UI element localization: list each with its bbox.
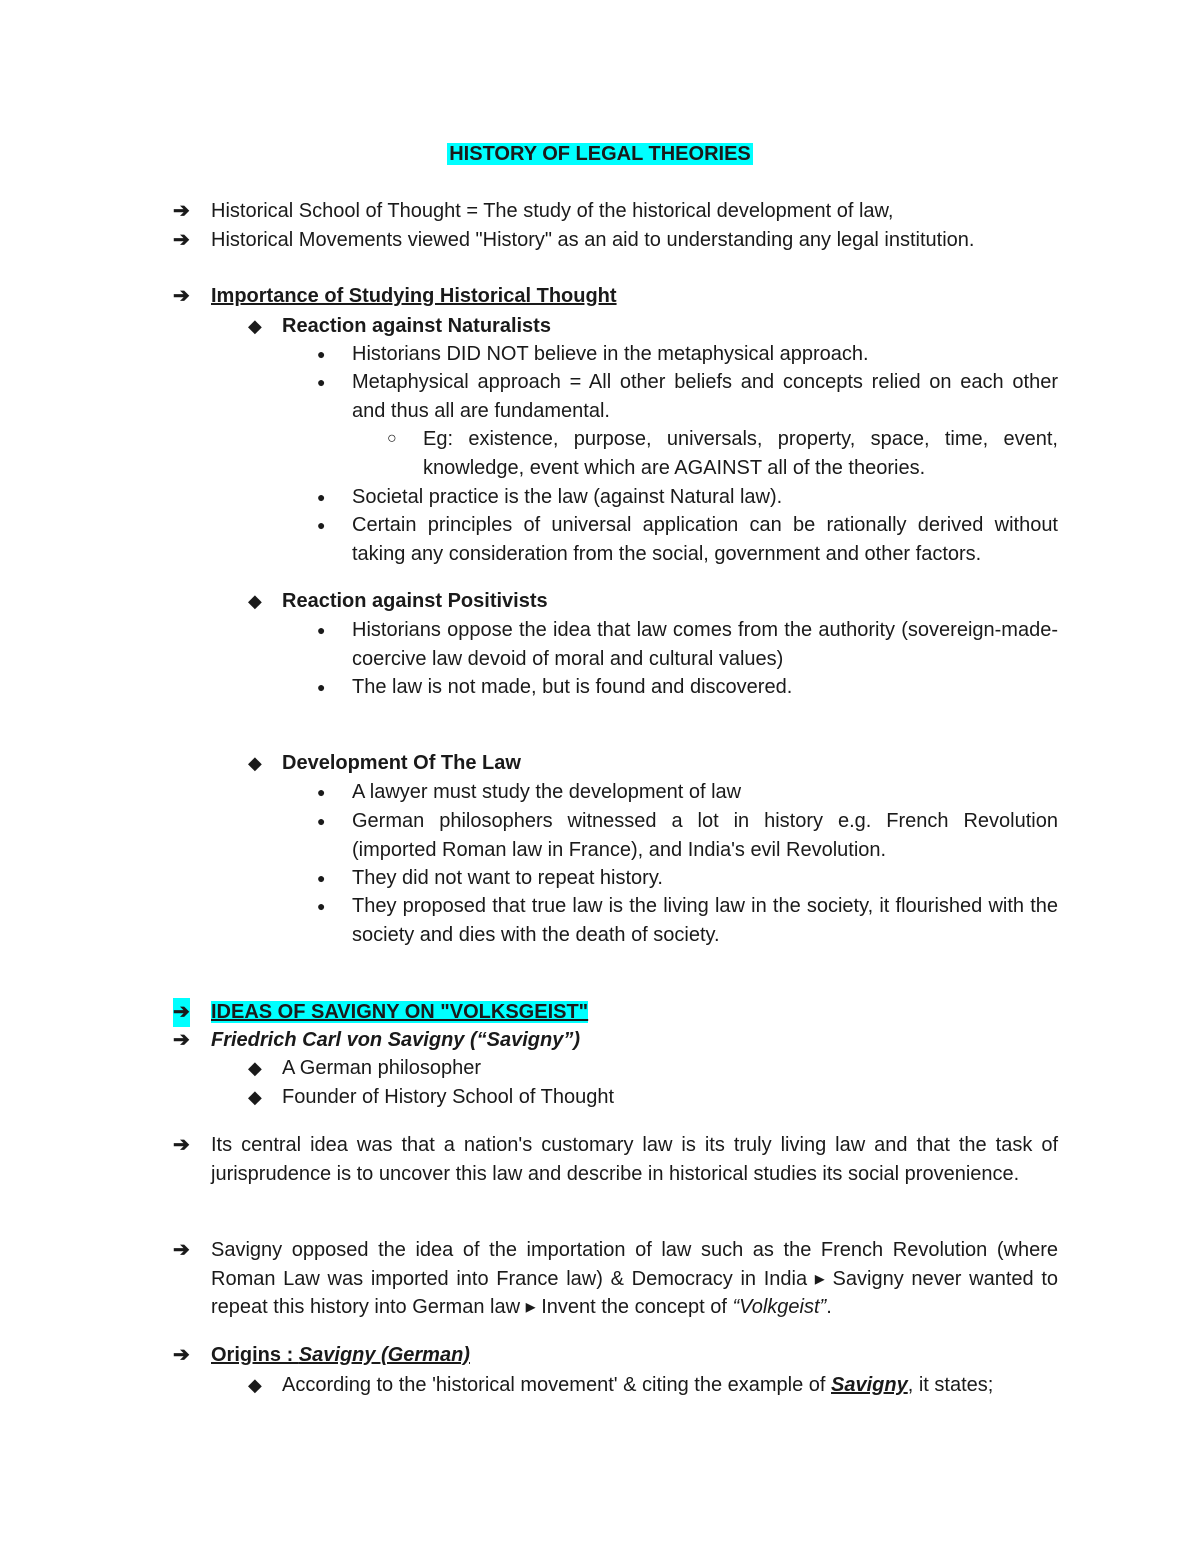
savigny-heading: IDEAS OF SAVIGNY ON "VOLKSGEIST" (211, 1001, 589, 1023)
dot-bullet-icon: ● (317, 346, 326, 362)
dot-bullet-icon: ● (317, 622, 326, 638)
diamond-bullet-icon: ◆ (248, 1058, 262, 1078)
arrow-icon: ➔ (173, 1134, 190, 1156)
arrow-icon: ➔ (173, 1239, 190, 1261)
dot-bullet-icon: ● (317, 784, 326, 800)
dot-bullet-icon: ● (317, 374, 326, 390)
diamond-bullet-icon: ◆ (248, 1375, 262, 1395)
dot-bullet-icon: ● (317, 813, 326, 829)
arrow-icon: ➔ (173, 229, 190, 251)
diamond-bullet-icon: ◆ (248, 753, 262, 773)
dot-bullet-icon: ● (317, 870, 326, 886)
arrow-icon: ➔ (173, 1344, 190, 1366)
circle-bullet-icon: ○ (387, 430, 397, 447)
triangle-arrow-icon: ▸ (525, 1296, 536, 1318)
arrow-icon: ➔ (173, 998, 190, 1027)
dot-bullet-icon: ● (317, 679, 326, 695)
dot-bullet-icon: ● (317, 517, 326, 533)
diamond-bullet-icon: ◆ (248, 316, 262, 336)
arrow-icon: ➔ (173, 200, 190, 222)
arrow-icon: ➔ (173, 1029, 190, 1051)
triangle-arrow-icon: ▸ (814, 1267, 825, 1290)
dot-bullet-icon: ● (317, 898, 326, 914)
arrow-icon: ➔ (173, 285, 190, 307)
document-page: HISTORY OF LEGAL THEORIES ➔ Historical School of Thought = The study of the historical development of law, ➔ Historical Movements viewed "History" as an aid to understanding any legal institution. ➔ Importance of Studying Historical Thought ◆ Reaction against Naturalists ● Historians DID NOT believe in the metaphysical approach. ● Metaphysical approach = All other beliefs and concepts relied on each other and thus all are fundamental. ○ Eg: existence, purpose, universals, property, space, time, event, knowledge, event which are AGAINST all of the theories. ● Societal practice is the law (against Natural law). ● Certain principles of universal application can be rationally derived without taking any consideration from the social, government and other factors. ◆ Reaction against Positivists ● Historians oppose the idea that law comes from the authority (sovereign-made-coercive law devoid of moral and cultural values) ● The law is not made, but is found and discovered. ◆ Development Of The Law ● A lawyer must study the development of law ● German philosophers witnessed a lot in history e.g. French Revolution (imported Roman law in France), and India's evil Revolution. ● They did not want to repeat history. ● They proposed that true law is the living law in the society, it flourished with the society and dies with the death of society. ➔ IDEAS OF SAVIGNY ON "VOLKSGEIST" ➔ Friedrich Carl von Savigny (“Savigny”) ◆ A German philosopher ◆ Founder of History School of Thought ➔ Its central idea was that a nation's customary law is its truly living law and that the task of jurisprudence is to uncover this law and describe in historical studies its social provenience. ➔ Savigny opposed the idea of the importation of law such as the French Revolution (where Roman Law was imported into France law) & Democracy in India ▸ Savigny never wanted to repeat this history into German law ▸ Invent the concept of “Volkgeist”. ➔ Origins : Savigny (German) ◆ According to the 'historical movement' & citing the example of Savigny, it states; (0, 0, 1200, 1553)
diamond-bullet-icon: ◆ (248, 1087, 262, 1107)
diamond-bullet-icon: ◆ (248, 591, 262, 611)
page-title: HISTORY OF LEGAL THEORIES (449, 143, 751, 165)
dot-bullet-icon: ● (317, 489, 326, 505)
